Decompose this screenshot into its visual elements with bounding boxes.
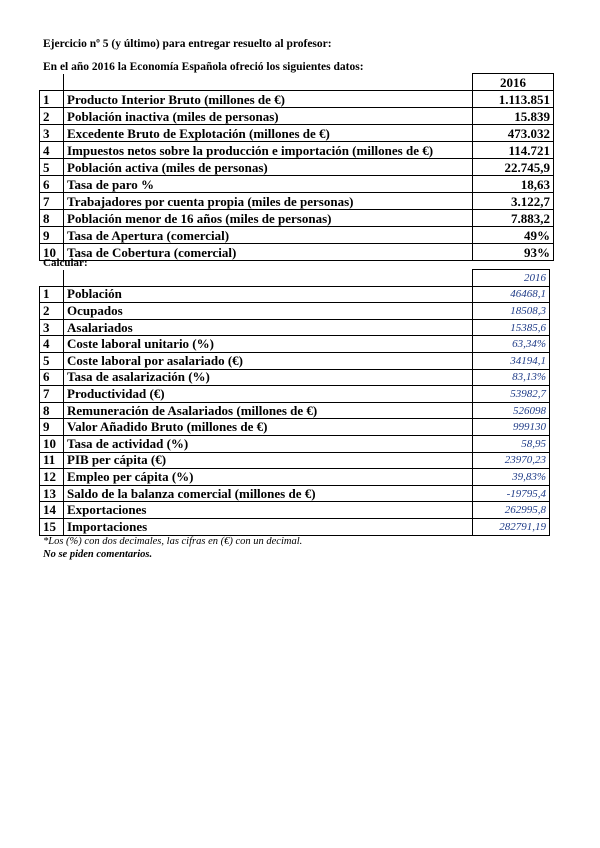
row-label: Trabajadores por cuenta propia (miles de personas) [64, 193, 473, 210]
row-label: Población [64, 286, 473, 303]
answer-value: 282791,19 [473, 518, 550, 535]
answer-value: -19795,4 [473, 485, 550, 502]
row-number: 3 [40, 125, 64, 142]
answer-value: 83,13% [473, 369, 550, 386]
table-row [40, 125, 554, 142]
calc-table [39, 269, 550, 536]
table-row [40, 319, 550, 336]
row-number: 10 [40, 244, 64, 261]
row-number: 1 [40, 91, 64, 108]
answer-value: 526098 [473, 402, 550, 419]
row-number: 7 [40, 386, 64, 403]
row-number: 13 [40, 485, 64, 502]
row-number: 5 [40, 159, 64, 176]
table-row [40, 386, 550, 403]
footnotes [43, 535, 302, 561]
answer-value: 999130 [473, 419, 550, 436]
table-row [40, 159, 554, 176]
row-number: 4 [40, 336, 64, 353]
row-label: Empleo per cápita (%) [64, 469, 473, 486]
table-row [40, 286, 550, 303]
row-label: Saldo de la balanza comercial (millones de €) [64, 485, 473, 502]
row-number: 9 [40, 227, 64, 244]
row-label: Impuestos netos sobre la producción e importación (millones de €) [64, 142, 473, 159]
table-row [40, 452, 550, 469]
row-number: 14 [40, 502, 64, 519]
row-label: Tasa de Cobertura (comercial) [64, 244, 473, 261]
answer-value: 63,34% [473, 336, 550, 353]
row-label: Coste laboral por asalariado (€) [64, 352, 473, 369]
answer-value: 53982,7 [473, 386, 550, 403]
row-label: Producto Interior Bruto (millones de €) [64, 91, 473, 108]
answer-value: 34194,1 [473, 352, 550, 369]
row-number: 6 [40, 369, 64, 386]
row-number: 8 [40, 210, 64, 227]
row-value: 7.883,2 [473, 210, 554, 227]
answer-value: 46468,1 [473, 286, 550, 303]
table-row [40, 303, 550, 320]
row-label: Población menor de 16 años (miles de personas) [64, 210, 473, 227]
row-value: 93% [473, 244, 554, 261]
row-label: Exportaciones [64, 502, 473, 519]
table-row [40, 419, 550, 436]
row-number: 2 [40, 303, 64, 320]
decimals-note: *Los (%) con dos decimales, las cifras en (€) con un decimal. [43, 536, 303, 547]
row-number: 9 [40, 419, 64, 436]
answer-value: 15385,6 [473, 319, 550, 336]
exercise-heading: Ejercicio nº 5 (y último) para entregar resuelto al profesor: [43, 38, 332, 50]
row-number: 8 [40, 402, 64, 419]
data-table-year-header: 2016 [473, 74, 554, 91]
answer-value: 18508,3 [473, 303, 550, 320]
row-value: 3.122,7 [473, 193, 554, 210]
table-row [40, 210, 554, 227]
table-row [40, 244, 554, 261]
table-row [40, 485, 550, 502]
row-number: 7 [40, 193, 64, 210]
table-row [40, 435, 550, 452]
table-row [40, 336, 550, 353]
row-number: 5 [40, 352, 64, 369]
row-value: 473.032 [473, 125, 554, 142]
row-value: 18,63 [473, 176, 554, 193]
table-row [40, 227, 554, 244]
row-value: 15.839 [473, 108, 554, 125]
row-label: Coste laboral unitario (%) [64, 336, 473, 353]
intro-heading: En el año 2016 la Economía Española ofreció los siguientes datos: [43, 61, 364, 73]
row-number: 10 [40, 435, 64, 452]
row-value: 49% [473, 227, 554, 244]
table-row [40, 142, 554, 159]
row-label: Productividad (€) [64, 386, 473, 403]
row-number: 11 [40, 452, 64, 469]
calc-heading: Calcular: [43, 257, 88, 269]
table-row [40, 469, 550, 486]
table-row [40, 176, 554, 193]
row-number: 12 [40, 469, 64, 486]
answer-value: 39,83% [473, 469, 550, 486]
data-table [39, 73, 554, 261]
row-number: 15 [40, 518, 64, 535]
table-row [40, 193, 554, 210]
row-label: PIB per cápita (€) [64, 452, 473, 469]
table-row [40, 352, 550, 369]
row-label: Población inactiva (miles de personas) [64, 108, 473, 125]
table-row [40, 402, 550, 419]
row-number: 6 [40, 176, 64, 193]
row-label: Población activa (miles de personas) [64, 159, 473, 176]
answer-value: 262995,8 [473, 502, 550, 519]
table-row [40, 108, 554, 125]
row-label: Excedente Bruto de Explotación (millones de €) [64, 125, 473, 142]
answer-value: 58,95 [473, 435, 550, 452]
table-row [40, 91, 554, 108]
row-value: 22.745,9 [473, 159, 554, 176]
row-label: Tasa de Apertura (comercial) [64, 227, 473, 244]
comments-note: No se piden comentarios. [43, 549, 153, 560]
table-row [40, 518, 550, 535]
answer-value: 23970,23 [473, 452, 550, 469]
row-value: 114.721 [473, 142, 554, 159]
row-label: Ocupados [64, 303, 473, 320]
table-row [40, 502, 550, 519]
row-label: Valor Añadido Bruto (millones de €) [64, 419, 473, 436]
row-label: Remuneración de Asalariados (millones de €) [64, 402, 473, 419]
row-label: Importaciones [64, 518, 473, 535]
calc-table-year-header: 2016 [473, 270, 550, 287]
row-label: Tasa de actividad (%) [64, 435, 473, 452]
row-value: 1.113.851 [473, 91, 554, 108]
row-label: Tasa de paro % [64, 176, 473, 193]
row-number: 1 [40, 286, 64, 303]
table-row [40, 369, 550, 386]
row-label: Tasa de asalarización (%) [64, 369, 473, 386]
row-number: 3 [40, 319, 64, 336]
row-number: 4 [40, 142, 64, 159]
row-label: Asalariados [64, 319, 473, 336]
row-number: 2 [40, 108, 64, 125]
